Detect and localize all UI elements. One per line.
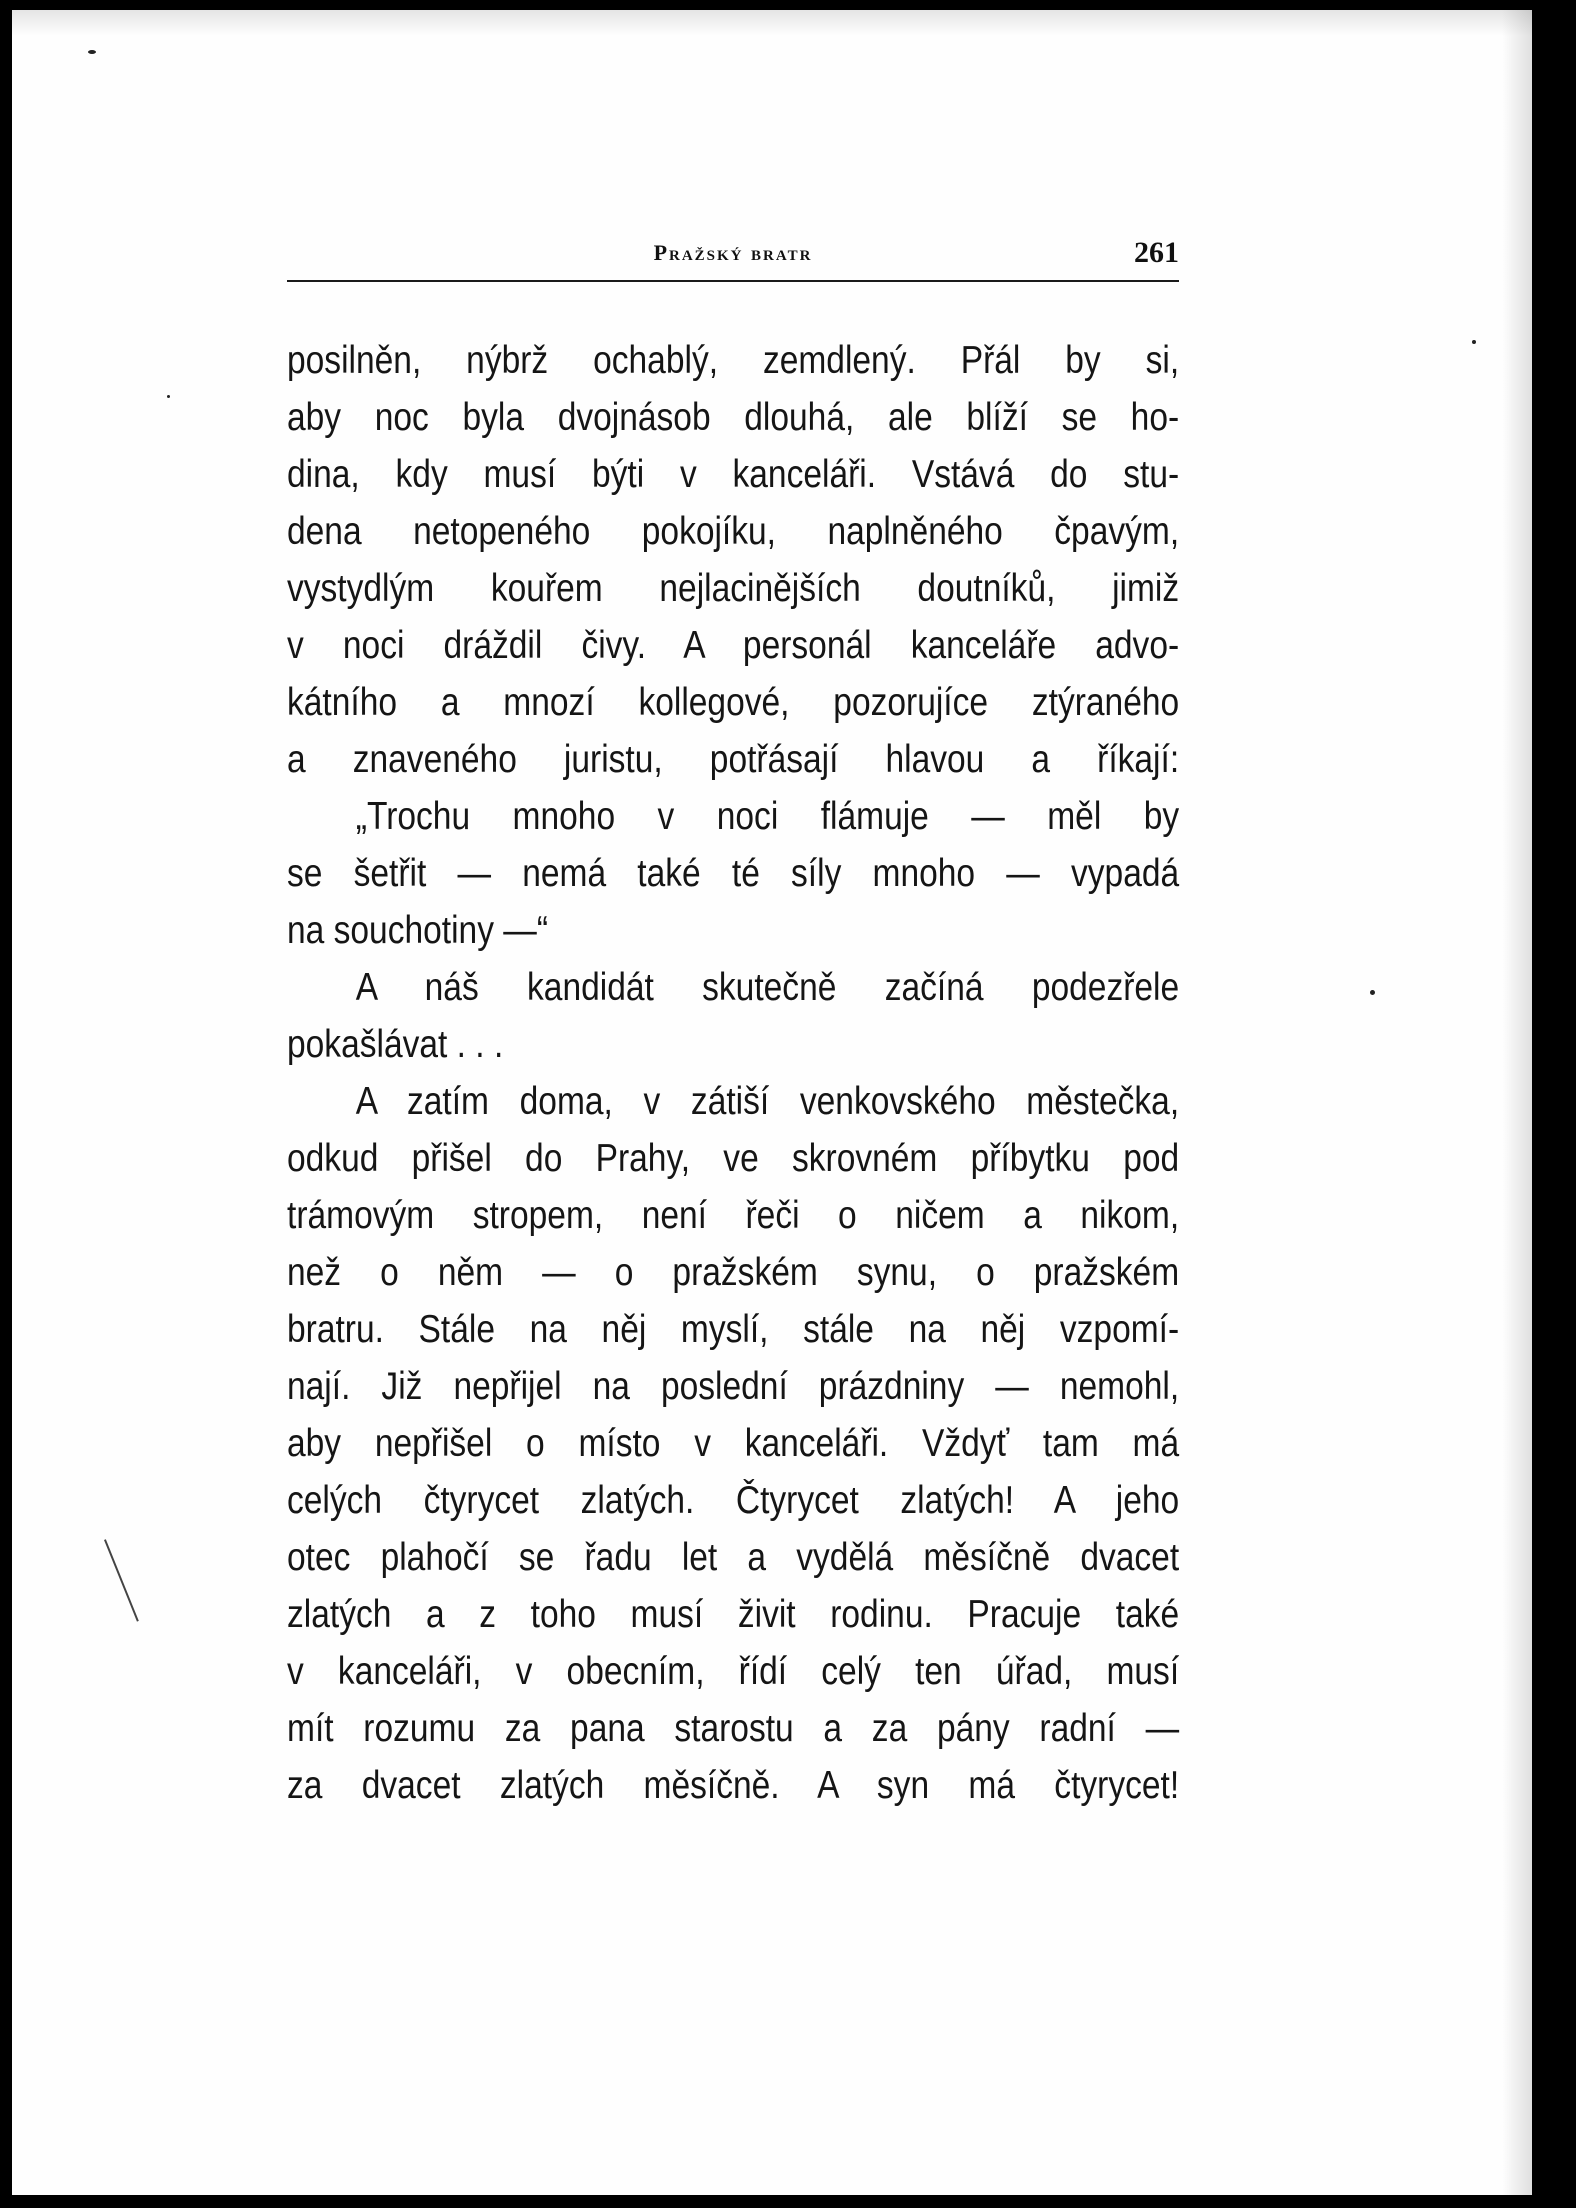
text-line: otec plahočí se řadu let a vydělá měsíčně dvacet	[287, 1536, 1180, 1579]
page-edge-shadow-top	[12, 10, 1532, 36]
text-line: než o něm — o pražském synu, o pražském	[287, 1251, 1180, 1294]
text-line: v noci dráždil čivy. A personál kanceláře advo-	[287, 624, 1180, 667]
text-line: „Trochu mnoho v noci flámuje — měl by	[355, 795, 1180, 838]
scan-scratch	[104, 1539, 139, 1621]
page-header	[287, 236, 1179, 282]
running-head: Pražský bratr	[653, 240, 813, 265]
text-line: posilněn, nýbrž ochablý, zemdlený. Přál by si,	[287, 339, 1180, 382]
text-line: kátního a mnozí kollegové, pozorujíce ztýraného	[287, 681, 1180, 724]
text-line: A zatím doma, v zátiší venkovského městečka,	[355, 1080, 1180, 1123]
text-line: a znaveného juristu, potřásají hlavou a říkají:	[287, 738, 1180, 781]
text-line: dena netopeného pokojíku, naplněného čpavým,	[287, 510, 1180, 553]
text-line: odkud přišel do Prahy, ve skrovném příbytku pod	[287, 1137, 1180, 1180]
text-line: za dvacet zlatých měsíčně. A syn má čtyrycet!	[287, 1764, 1180, 1807]
text-line: na souchotiny —“	[287, 909, 549, 952]
body-text	[287, 332, 1179, 1814]
text-line: mít rozumu za pana starostu a za pány radní —	[287, 1707, 1180, 1750]
scan-speck	[88, 50, 96, 54]
text-line: zlatých a z toho musí živit rodinu. Pracuje také	[287, 1593, 1180, 1636]
text-line: dina, kdy musí býti v kanceláři. Vstává do stu-	[287, 453, 1180, 496]
text-line: nají. Již nepřijel na poslední prázdniny — nemohl,	[287, 1365, 1180, 1408]
text-line: celých čtyrycet zlatých. Čtyrycet zlatých! A jeho	[287, 1479, 1180, 1522]
text-line: se šetřit — nemá také té síly mnoho — vypadá	[287, 852, 1180, 895]
scan-speck	[1472, 340, 1476, 344]
scan-speck	[1370, 990, 1375, 995]
scan-speck	[167, 395, 170, 398]
text-line: v kanceláři, v obecním, řídí celý ten úřad, musí	[287, 1650, 1180, 1693]
text-line: bratru. Stále na něj myslí, stále na něj vzpomí-	[287, 1308, 1180, 1351]
text-line: aby noc byla dvojnásob dlouhá, ale blíží se ho-	[287, 396, 1180, 439]
text-line: pokašlávat . . .	[287, 1023, 504, 1066]
book-page	[12, 10, 1532, 2195]
text-line: aby nepřišel o místo v kanceláři. Vždyť tam má	[287, 1422, 1180, 1465]
page-edge-shadow-right	[1502, 10, 1532, 2195]
page-number: 261	[1134, 236, 1179, 269]
text-line: A náš kandidát skutečně začíná podezřele	[355, 966, 1180, 1009]
text-line: trámovým stropem, není řeči o ničem a nikom,	[287, 1194, 1180, 1237]
text-line: vystydlým kouřem nejlacinějších doutníků, jimiž	[287, 567, 1180, 610]
